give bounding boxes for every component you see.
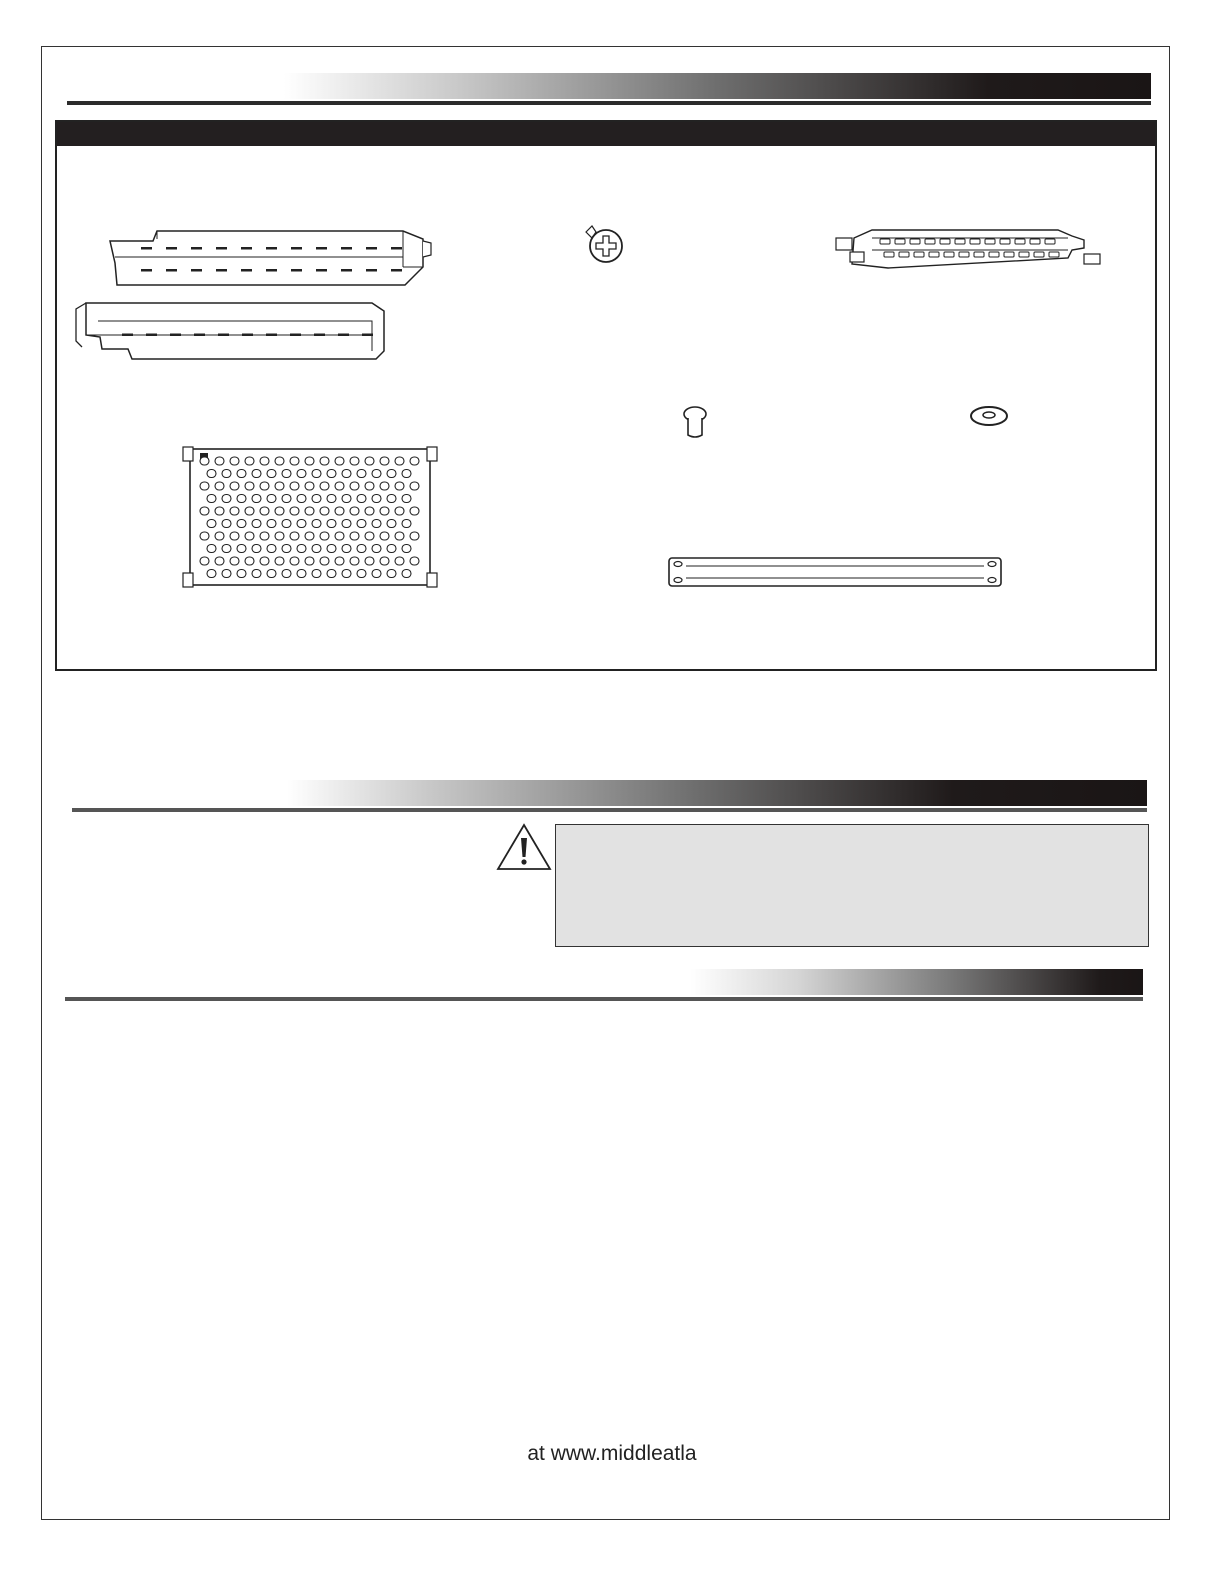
flat-bar bbox=[666, 556, 1004, 590]
warning-triangle-icon bbox=[495, 822, 553, 877]
section-header-bar-2 bbox=[72, 780, 1147, 812]
section-header-bar-3 bbox=[65, 969, 1143, 1001]
phillips-screw-icon bbox=[582, 222, 626, 268]
parts-list-header-strip bbox=[57, 122, 1155, 146]
perforated-panel bbox=[180, 441, 440, 591]
lower-channel bbox=[72, 295, 392, 365]
upper-slotted-channel bbox=[105, 225, 435, 293]
warning-box bbox=[555, 824, 1149, 947]
perforated-lacing-rail bbox=[832, 224, 1112, 274]
washer-icon bbox=[968, 404, 1010, 428]
rivet-icon bbox=[680, 405, 710, 439]
section-header-bar-1 bbox=[67, 73, 1151, 105]
footer-website-text: at www.middleatla bbox=[527, 1442, 697, 1465]
